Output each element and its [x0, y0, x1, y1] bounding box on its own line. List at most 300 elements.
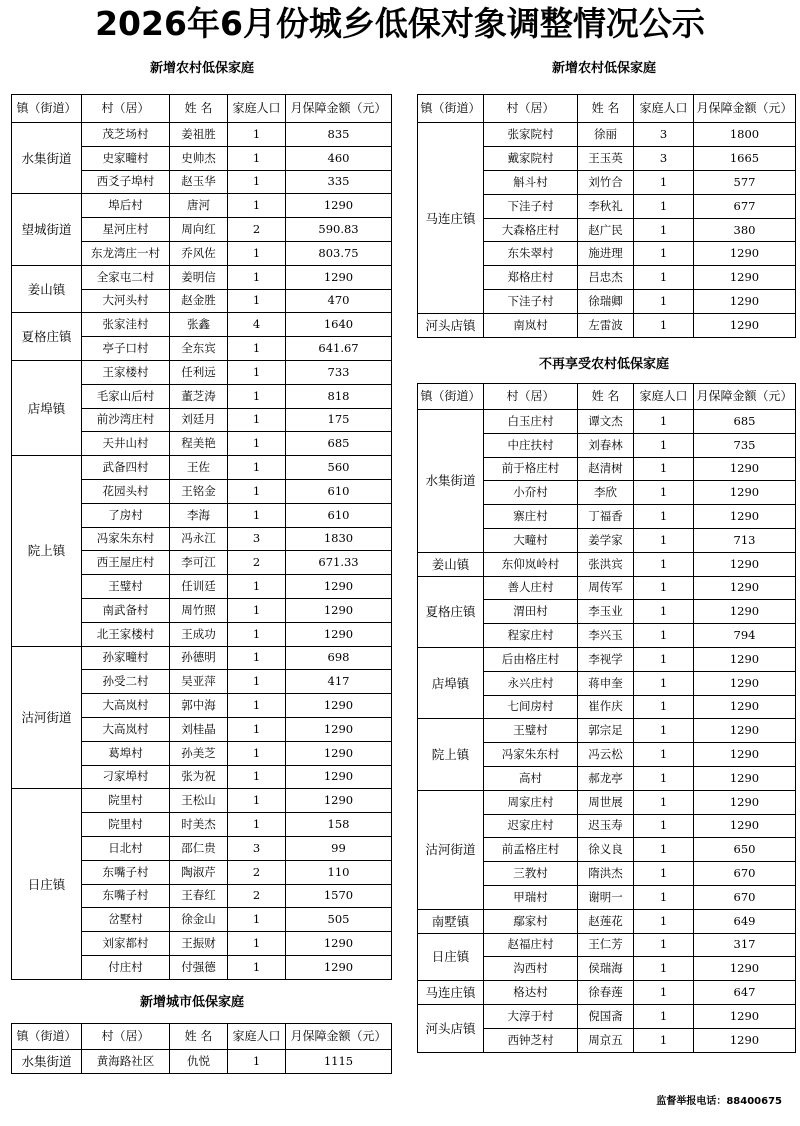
- amount-cell: 99: [286, 836, 392, 860]
- population-cell: 1: [228, 694, 286, 718]
- table-row: [418, 719, 796, 743]
- section-title-right-removed: 不再享受农村低保家庭: [538, 357, 669, 372]
- name-cell: 董芝涛: [170, 384, 228, 408]
- village-cell: 星河庄村: [82, 218, 170, 242]
- village-cell: 中庄扶村: [484, 433, 578, 457]
- table-left-rural: [11, 94, 392, 980]
- amount-cell: 1290: [286, 765, 392, 789]
- population-cell: 1: [228, 717, 286, 741]
- amount-cell: 590.83: [286, 218, 392, 242]
- population-cell: 1: [228, 432, 286, 456]
- population-cell: 1: [228, 456, 286, 480]
- town-cell: 院上镇: [12, 456, 82, 646]
- population-cell: 1: [228, 170, 286, 194]
- name-cell: 赵玉华: [170, 170, 228, 194]
- village-cell: 大高岚村: [82, 694, 170, 718]
- amount-cell: 460: [286, 146, 392, 170]
- population-cell: 1: [634, 790, 694, 814]
- name-cell: 吴亚萍: [170, 670, 228, 694]
- header-population: 家庭人口: [634, 384, 694, 410]
- amount-cell: 1290: [694, 671, 796, 695]
- amount-cell: 649: [694, 909, 796, 933]
- name-cell: 冯永江: [170, 527, 228, 551]
- population-cell: 1: [228, 123, 286, 147]
- village-cell: 付庄村: [82, 955, 170, 979]
- population-cell: 1: [228, 408, 286, 432]
- population-cell: 1: [634, 170, 694, 194]
- population-cell: 1: [634, 695, 694, 719]
- village-cell: 后由格庄村: [484, 647, 578, 671]
- header-amount: 月保障金额（元）: [286, 95, 392, 123]
- village-cell: 斛斗村: [484, 170, 578, 194]
- amount-cell: 1290: [694, 790, 796, 814]
- town-cell: 沽河街道: [12, 646, 82, 789]
- amount-cell: 650: [694, 838, 796, 862]
- population-cell: 3: [228, 527, 286, 551]
- town-cell: 水集街道: [12, 123, 82, 194]
- village-cell: 下洼子村: [484, 290, 578, 314]
- amount-cell: 1290: [694, 600, 796, 624]
- name-cell: 邵仁贵: [170, 836, 228, 860]
- village-cell: 西爻子埠村: [82, 170, 170, 194]
- town-cell: 姜山镇: [12, 265, 82, 313]
- population-cell: 4: [228, 313, 286, 337]
- town-cell: 院上镇: [418, 719, 484, 790]
- village-cell: 大高岚村: [82, 717, 170, 741]
- name-cell: 李海: [170, 503, 228, 527]
- town-cell: 南墅镇: [418, 909, 484, 933]
- section-title-left-rural: 新增农村低保家庭: [149, 61, 254, 76]
- population-cell: 1: [228, 908, 286, 932]
- population-cell: 1: [634, 766, 694, 790]
- village-cell: 花园头村: [82, 479, 170, 503]
- amount-cell: 803.75: [286, 241, 392, 265]
- table-row: [418, 1004, 796, 1028]
- population-cell: 1: [228, 146, 286, 170]
- name-cell: 王仁芳: [578, 933, 634, 957]
- table-left-urban: [11, 1023, 392, 1074]
- name-cell: 冯云松: [578, 743, 634, 767]
- population-cell: 2: [228, 218, 286, 242]
- name-cell: 任利远: [170, 360, 228, 384]
- village-cell: 了房村: [82, 503, 170, 527]
- name-cell: 郭宗足: [578, 719, 634, 743]
- population-cell: 1: [634, 218, 694, 242]
- name-cell: 周京五: [578, 1028, 634, 1052]
- table-row: [418, 552, 796, 576]
- village-cell: 刘家都村: [82, 932, 170, 956]
- amount-cell: 641.67: [286, 337, 392, 361]
- header-row: [418, 384, 796, 410]
- header-population: 家庭人口: [634, 95, 694, 123]
- village-cell: 大森格庄村: [484, 218, 578, 242]
- amount-cell: 158: [286, 813, 392, 837]
- population-cell: 1: [634, 647, 694, 671]
- amount-cell: 1570: [286, 884, 392, 908]
- village-cell: 埠后村: [82, 194, 170, 218]
- amount-cell: 733: [286, 360, 392, 384]
- village-cell: 王璧村: [484, 719, 578, 743]
- header-village: 村（居）: [484, 95, 578, 123]
- name-cell: 徐春莲: [578, 981, 634, 1005]
- name-cell: 徐丽: [578, 123, 634, 147]
- header-village: 村（居）: [484, 384, 578, 410]
- town-cell: 夏格庄镇: [12, 313, 82, 361]
- village-cell: 天井山村: [82, 432, 170, 456]
- name-cell: 崔作庆: [578, 695, 634, 719]
- name-cell: 迟玉寿: [578, 814, 634, 838]
- header-name: 姓 名: [578, 384, 634, 410]
- population-cell: 1: [634, 862, 694, 886]
- amount-cell: 175: [286, 408, 392, 432]
- name-cell: 郭中海: [170, 694, 228, 718]
- name-cell: 李秋礼: [578, 194, 634, 218]
- population-cell: 1: [228, 1050, 286, 1074]
- header-name: 姓 名: [170, 95, 228, 123]
- population-cell: 1: [634, 481, 694, 505]
- header-amount: 月保障金额（元）: [286, 1024, 392, 1050]
- population-cell: 1: [228, 813, 286, 837]
- name-cell: 王铭金: [170, 479, 228, 503]
- population-cell: 1: [634, 743, 694, 767]
- village-cell: 下洼子村: [484, 194, 578, 218]
- table-row: [418, 410, 796, 434]
- village-cell: 东朱翠村: [484, 242, 578, 266]
- village-cell: 郑格庄村: [484, 266, 578, 290]
- amount-cell: 380: [694, 218, 796, 242]
- amount-cell: 610: [286, 479, 392, 503]
- population-cell: 1: [634, 981, 694, 1005]
- table-row: [418, 123, 796, 147]
- name-cell: 陶淑芹: [170, 860, 228, 884]
- amount-cell: 1290: [286, 789, 392, 813]
- population-cell: 3: [634, 123, 694, 147]
- amount-cell: 1290: [694, 576, 796, 600]
- amount-cell: 794: [694, 624, 796, 648]
- name-cell: 徐金山: [170, 908, 228, 932]
- amount-cell: 1290: [694, 505, 796, 529]
- village-cell: 冯家朱东村: [484, 743, 578, 767]
- amount-cell: 1290: [694, 1004, 796, 1028]
- table-row: [12, 360, 392, 384]
- village-cell: 白玉庄村: [484, 410, 578, 434]
- name-cell: 王松山: [170, 789, 228, 813]
- amount-cell: 647: [694, 981, 796, 1005]
- village-cell: 孙受二村: [82, 670, 170, 694]
- header-village: 村（居）: [82, 95, 170, 123]
- population-cell: 1: [228, 741, 286, 765]
- table-row: [418, 933, 796, 957]
- name-cell: 王振财: [170, 932, 228, 956]
- village-cell: 葛埠村: [82, 741, 170, 765]
- village-cell: 东仰岚岭村: [484, 552, 578, 576]
- village-cell: 格达村: [484, 981, 578, 1005]
- village-cell: 迟家庄村: [484, 814, 578, 838]
- name-cell: 谭文杰: [578, 410, 634, 434]
- village-cell: 善人庄村: [484, 576, 578, 600]
- town-cell: 水集街道: [12, 1050, 82, 1074]
- table-row: [418, 981, 796, 1005]
- header-town: 镇（街道）: [418, 384, 484, 410]
- town-cell: 姜山镇: [418, 552, 484, 576]
- name-cell: 时美杰: [170, 813, 228, 837]
- amount-cell: 417: [286, 670, 392, 694]
- header-amount: 月保障金额（元）: [694, 384, 796, 410]
- population-cell: 3: [634, 146, 694, 170]
- village-cell: 东龙湾庄一村: [82, 241, 170, 265]
- amount-cell: 470: [286, 289, 392, 313]
- name-cell: 任训廷: [170, 575, 228, 599]
- village-cell: 三教村: [484, 862, 578, 886]
- population-cell: 1: [228, 265, 286, 289]
- amount-cell: 1290: [694, 266, 796, 290]
- name-cell: 施进理: [578, 242, 634, 266]
- population-cell: 1: [634, 885, 694, 909]
- village-cell: 茂芝场村: [82, 123, 170, 147]
- population-cell: 1: [634, 1004, 694, 1028]
- population-cell: 1: [634, 457, 694, 481]
- amount-cell: 1290: [694, 314, 796, 338]
- amount-cell: 1290: [694, 957, 796, 981]
- name-cell: 张为祝: [170, 765, 228, 789]
- name-cell: 张鑫: [170, 313, 228, 337]
- name-cell: 徐瑞卿: [578, 290, 634, 314]
- village-cell: 南岚村: [484, 314, 578, 338]
- population-cell: 1: [634, 957, 694, 981]
- name-cell: 全东宾: [170, 337, 228, 361]
- amount-cell: 1290: [286, 741, 392, 765]
- population-cell: 1: [634, 624, 694, 648]
- amount-cell: 698: [286, 646, 392, 670]
- amount-cell: 1290: [286, 622, 392, 646]
- village-cell: 前沙湾庄村: [82, 408, 170, 432]
- population-cell: 1: [634, 576, 694, 600]
- name-cell: 谢明一: [578, 885, 634, 909]
- town-cell: 夏格庄镇: [418, 576, 484, 647]
- population-cell: 1: [634, 505, 694, 529]
- village-cell: 张家院村: [484, 123, 578, 147]
- amount-cell: 1290: [286, 932, 392, 956]
- table-row: [12, 123, 392, 147]
- amount-cell: 677: [694, 194, 796, 218]
- population-cell: 1: [228, 932, 286, 956]
- name-cell: 赵金胜: [170, 289, 228, 313]
- table-row: [418, 909, 796, 933]
- amount-cell: 1290: [694, 290, 796, 314]
- amount-cell: 577: [694, 170, 796, 194]
- amount-cell: 835: [286, 123, 392, 147]
- name-cell: 王春红: [170, 884, 228, 908]
- town-cell: 沽河街道: [418, 790, 484, 909]
- name-cell: 王佐: [170, 456, 228, 480]
- name-cell: 赵广民: [578, 218, 634, 242]
- village-cell: 甲瑞村: [484, 885, 578, 909]
- amount-cell: 505: [286, 908, 392, 932]
- village-cell: 前孟格庄村: [484, 838, 578, 862]
- village-cell: 寨庄村: [484, 505, 578, 529]
- amount-cell: 713: [694, 528, 796, 552]
- name-cell: 姜学家: [578, 528, 634, 552]
- population-cell: 1: [228, 598, 286, 622]
- population-cell: 1: [228, 789, 286, 813]
- name-cell: 张洪宾: [578, 552, 634, 576]
- village-cell: 张家洼村: [82, 313, 170, 337]
- amount-cell: 1115: [286, 1050, 392, 1074]
- header-row: [12, 95, 392, 123]
- amount-cell: 1665: [694, 146, 796, 170]
- village-cell: 赵福庄村: [484, 933, 578, 957]
- population-cell: 1: [634, 314, 694, 338]
- village-cell: 永兴庄村: [484, 671, 578, 695]
- amount-cell: 1830: [286, 527, 392, 551]
- table-row: [418, 647, 796, 671]
- amount-cell: 685: [286, 432, 392, 456]
- village-cell: 岔墅村: [82, 908, 170, 932]
- name-cell: 程美艳: [170, 432, 228, 456]
- name-cell: 史帅杰: [170, 146, 228, 170]
- table-row: [12, 1050, 392, 1074]
- population-cell: 2: [228, 551, 286, 575]
- amount-cell: 1290: [286, 265, 392, 289]
- village-cell: 南武备村: [82, 598, 170, 622]
- population-cell: 1: [634, 814, 694, 838]
- amount-cell: 670: [694, 885, 796, 909]
- header-town: 镇（街道）: [12, 1024, 82, 1050]
- name-cell: 刘竹合: [578, 170, 634, 194]
- name-cell: 周竹照: [170, 598, 228, 622]
- town-cell: 河头店镇: [418, 1004, 484, 1052]
- name-cell: 郝龙亭: [578, 766, 634, 790]
- village-cell: 王家楼村: [82, 360, 170, 384]
- amount-cell: 1290: [286, 717, 392, 741]
- population-cell: 1: [228, 360, 286, 384]
- population-cell: 2: [228, 884, 286, 908]
- name-cell: 李欣: [578, 481, 634, 505]
- village-cell: 小夼村: [484, 481, 578, 505]
- header-village: 村（居）: [82, 1024, 170, 1050]
- village-cell: 史家疃村: [82, 146, 170, 170]
- name-cell: 隋洪杰: [578, 862, 634, 886]
- amount-cell: 818: [286, 384, 392, 408]
- village-cell: 王璧村: [82, 575, 170, 599]
- town-cell: 日庄镇: [418, 933, 484, 981]
- name-cell: 李玉业: [578, 600, 634, 624]
- amount-cell: 1290: [286, 194, 392, 218]
- village-cell: 七间房村: [484, 695, 578, 719]
- village-cell: 武备四村: [82, 456, 170, 480]
- village-cell: 鄢家村: [484, 909, 578, 933]
- table-row: [418, 790, 796, 814]
- village-cell: 东嘴子村: [82, 860, 170, 884]
- population-cell: 1: [634, 266, 694, 290]
- population-cell: 1: [634, 290, 694, 314]
- name-cell: 吕忠杰: [578, 266, 634, 290]
- amount-cell: 110: [286, 860, 392, 884]
- population-cell: 1: [634, 933, 694, 957]
- amount-cell: 317: [694, 933, 796, 957]
- population-cell: 1: [634, 909, 694, 933]
- amount-cell: 1290: [694, 1028, 796, 1052]
- village-cell: 院里村: [82, 789, 170, 813]
- name-cell: 周世展: [578, 790, 634, 814]
- name-cell: 左雷波: [578, 314, 634, 338]
- village-cell: 戴家院村: [484, 146, 578, 170]
- amount-cell: 1290: [286, 598, 392, 622]
- population-cell: 1: [228, 765, 286, 789]
- name-cell: 丁福香: [578, 505, 634, 529]
- town-cell: 望城街道: [12, 194, 82, 265]
- population-cell: 1: [228, 384, 286, 408]
- town-cell: 水集街道: [418, 410, 484, 553]
- hotline-text: 监督举报电话：88400675: [656, 1096, 782, 1107]
- village-cell: 西王屋庄村: [82, 551, 170, 575]
- name-cell: 侯瑞海: [578, 957, 634, 981]
- amount-cell: 1290: [286, 694, 392, 718]
- population-cell: 1: [634, 552, 694, 576]
- name-cell: 乔风佐: [170, 241, 228, 265]
- name-cell: 李视学: [578, 647, 634, 671]
- table-row: [12, 313, 392, 337]
- section-title-left-urban: 新增城市低保家庭: [139, 995, 244, 1010]
- population-cell: 1: [634, 242, 694, 266]
- village-cell: 刁家埠村: [82, 765, 170, 789]
- amount-cell: 610: [286, 503, 392, 527]
- table-row: [12, 456, 392, 480]
- table-row: [12, 194, 392, 218]
- table-right-rural: [417, 94, 796, 338]
- amount-cell: 685: [694, 410, 796, 434]
- population-cell: 1: [228, 503, 286, 527]
- header-amount: 月保障金额（元）: [694, 95, 796, 123]
- header-town: 镇（街道）: [418, 95, 484, 123]
- population-cell: 1: [634, 410, 694, 434]
- population-cell: 1: [228, 646, 286, 670]
- population-cell: 1: [228, 289, 286, 313]
- header-row: [12, 1024, 392, 1050]
- population-cell: 2: [228, 860, 286, 884]
- header-population: 家庭人口: [228, 95, 286, 123]
- population-cell: 1: [228, 575, 286, 599]
- name-cell: 刘桂晶: [170, 717, 228, 741]
- name-cell: 赵莲花: [578, 909, 634, 933]
- population-cell: 1: [228, 955, 286, 979]
- name-cell: 孙德明: [170, 646, 228, 670]
- village-cell: 日北村: [82, 836, 170, 860]
- town-cell: 马连庄镇: [418, 981, 484, 1005]
- village-cell: 大河头村: [82, 289, 170, 313]
- name-cell: 赵清树: [578, 457, 634, 481]
- amount-cell: 1290: [694, 766, 796, 790]
- amount-cell: 671.33: [286, 551, 392, 575]
- table-row: [12, 646, 392, 670]
- town-cell: 河头店镇: [418, 314, 484, 338]
- population-cell: 1: [634, 1028, 694, 1052]
- header-population: 家庭人口: [228, 1024, 286, 1050]
- amount-cell: 735: [694, 433, 796, 457]
- table-row: [12, 265, 392, 289]
- amount-cell: 1290: [694, 719, 796, 743]
- population-cell: 1: [228, 479, 286, 503]
- header-name: 姓 名: [578, 95, 634, 123]
- amount-cell: 1290: [694, 552, 796, 576]
- name-cell: 孙美芝: [170, 741, 228, 765]
- name-cell: 王玉英: [578, 146, 634, 170]
- name-cell: 付强德: [170, 955, 228, 979]
- table-row: [418, 314, 796, 338]
- village-cell: 程家庄村: [484, 624, 578, 648]
- village-cell: 亭子口村: [82, 337, 170, 361]
- population-cell: 1: [634, 433, 694, 457]
